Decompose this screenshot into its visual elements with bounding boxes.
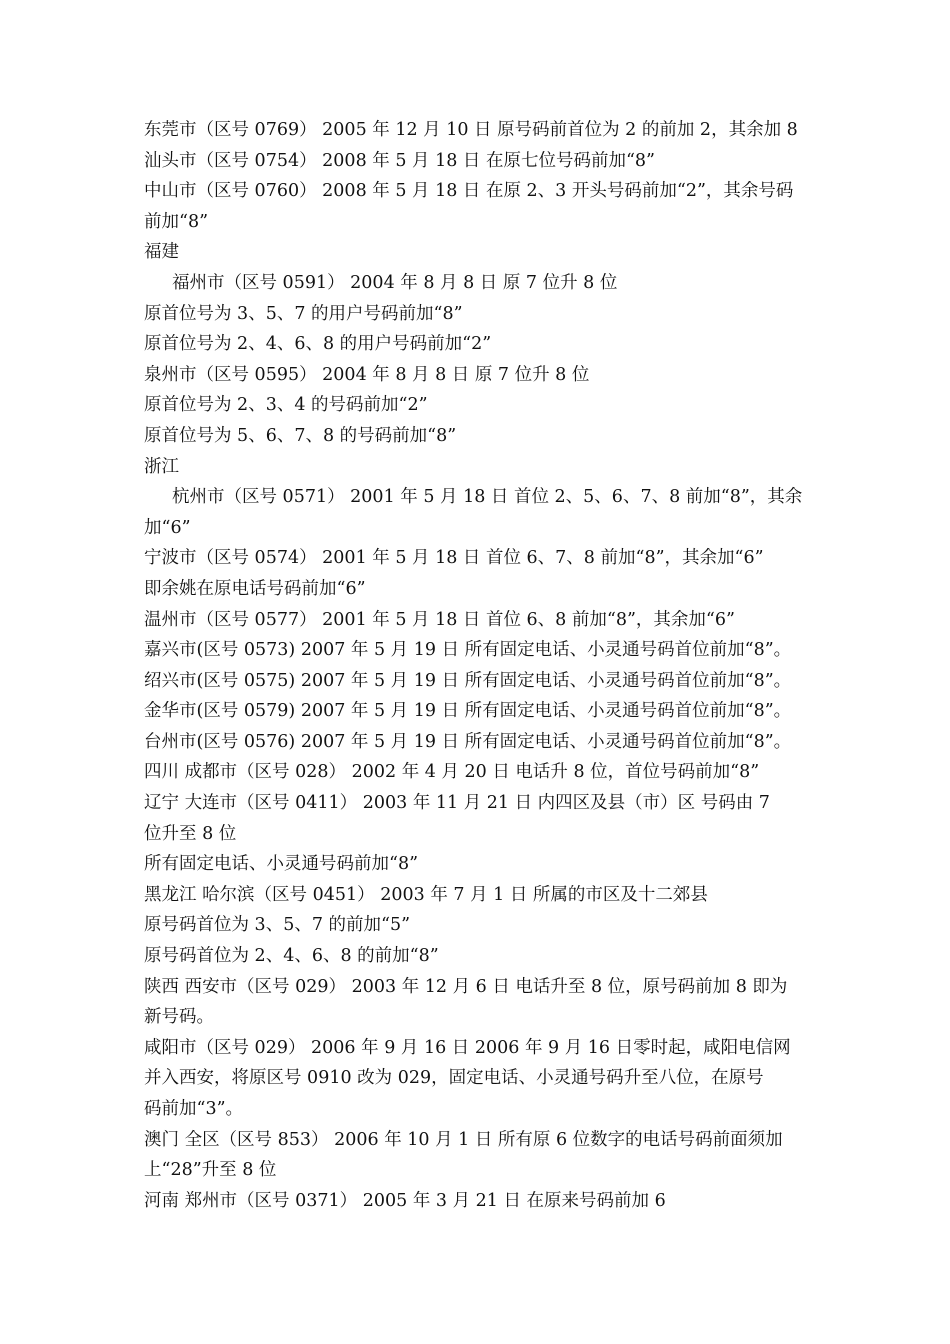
- text-line: 澳门 全区（区号 853） 2006 年 10 月 1 日 所有原 6 位数字的电话号码前面须加: [144, 1129, 783, 1150]
- text-line: 福州市（区号 0591） 2004 年 8 月 8 日 原 7 位升 8 位: [172, 272, 618, 293]
- text-line: 咸阳市（区号 029） 2006 年 9 月 16 日 2006 年 9 月 16 日零时起，咸阳电信网: [144, 1037, 791, 1058]
- text-line: 泉州市（区号 0595） 2004 年 8 月 8 日 原 7 位升 8 位: [144, 364, 590, 385]
- document-body: [144, 115, 812, 1216]
- text-line: 金华市(区号 0579) 2007 年 5 月 19 日 所有固定电话、小灵通号码首位前加“8”。: [144, 701, 792, 722]
- text-line: 码前加“3”。: [144, 1099, 244, 1119]
- text-line: 黑龙江 哈尔滨（区号 0451） 2003 年 7 月 1 日 所属的市区及十二郊县: [144, 884, 708, 905]
- text-line: 宁波市（区号 0574） 2001 年 5 月 18 日 首位 6、7、8 前加“8”，其余加“6”: [144, 548, 764, 569]
- text-line: 前加“8”: [144, 211, 209, 232]
- text-line: 辽宁 大连市（区号 0411） 2003 年 11 月 21 日 内四区及县（市）区 号码由 7: [144, 793, 770, 814]
- text-line: 上“28”升至 8 位: [144, 1160, 277, 1181]
- text-line: 原首位号为 3、5、7 的用户号码前加“8”: [144, 303, 463, 324]
- text-line: 杭州市（区号 0571） 2001 年 5 月 18 日 首位 2、5、6、7、8 前加“8”，其余: [172, 487, 803, 508]
- text-line: 原号码首位为 3、5、7 的前加“5”: [144, 915, 411, 936]
- text-line: 四川 成都市（区号 028） 2002 年 4 月 20 日 电话升 8 位，首位号码前加“8”: [144, 762, 760, 783]
- text-line: 汕头市（区号 0754） 2008 年 5 月 18 日 在原七位号码前加“8”: [144, 150, 656, 171]
- text-line: 新号码。: [144, 1007, 214, 1028]
- text-line: 陕西 西安市（区号 029） 2003 年 12 月 6 日 电话升至 8 位，原号码前加 8 即为: [144, 976, 788, 997]
- text-line: 中山市（区号 0760） 2008 年 5 月 18 日 在原 2、3 开头号码前加“2”，其余号码: [144, 181, 794, 202]
- text-line: 温州市（区号 0577） 2001 年 5 月 18 日 首位 6、8 前加“8”，其余加“6”: [144, 609, 735, 630]
- text-line: 即余姚在原电话号码前加“6”: [144, 578, 366, 599]
- text-line: 绍兴市(区号 0575) 2007 年 5 月 19 日 所有固定电话、小灵通号码首位前加“8”。: [144, 670, 792, 691]
- text-line: 原首位号为 5、6、7、8 的号码前加“8”: [144, 425, 457, 446]
- text-line: 并入西安，将原区号 0910 改为 029，固定电话、小灵通号码升至八位，在原号: [144, 1068, 764, 1089]
- text-line: 加“6”: [144, 517, 191, 538]
- text-line: 嘉兴市(区号 0573) 2007 年 5 月 19 日 所有固定电话、小灵通号码首位前加“8”。: [144, 640, 792, 661]
- text-line: 东莞市（区号 0769） 2005 年 12 月 10 日 原号码前首位为 2 的前加 2，其余加 8: [144, 120, 798, 140]
- text-line: 原首位号为 2、4、6、8 的用户号码前加“2”: [144, 334, 492, 355]
- text-line: 位升至 8 位: [144, 823, 237, 844]
- text-line: 台州市(区号 0576) 2007 年 5 月 19 日 所有固定电话、小灵通号码首位前加“8”。: [144, 731, 792, 752]
- text-line: 河南 郑州市（区号 0371） 2005 年 3 月 21 日 在原来号码前加 6: [144, 1190, 666, 1211]
- text-line: 原号码首位为 2、4、6、8 的前加“8”: [144, 946, 439, 967]
- province-heading: 福建: [144, 242, 179, 263]
- text-line: 原首位号为 2、3、4 的号码前加“2”: [144, 395, 428, 416]
- province-heading: 浙江: [144, 456, 179, 477]
- text-line: 所有固定电话、小灵通号码前加“8”: [144, 854, 419, 875]
